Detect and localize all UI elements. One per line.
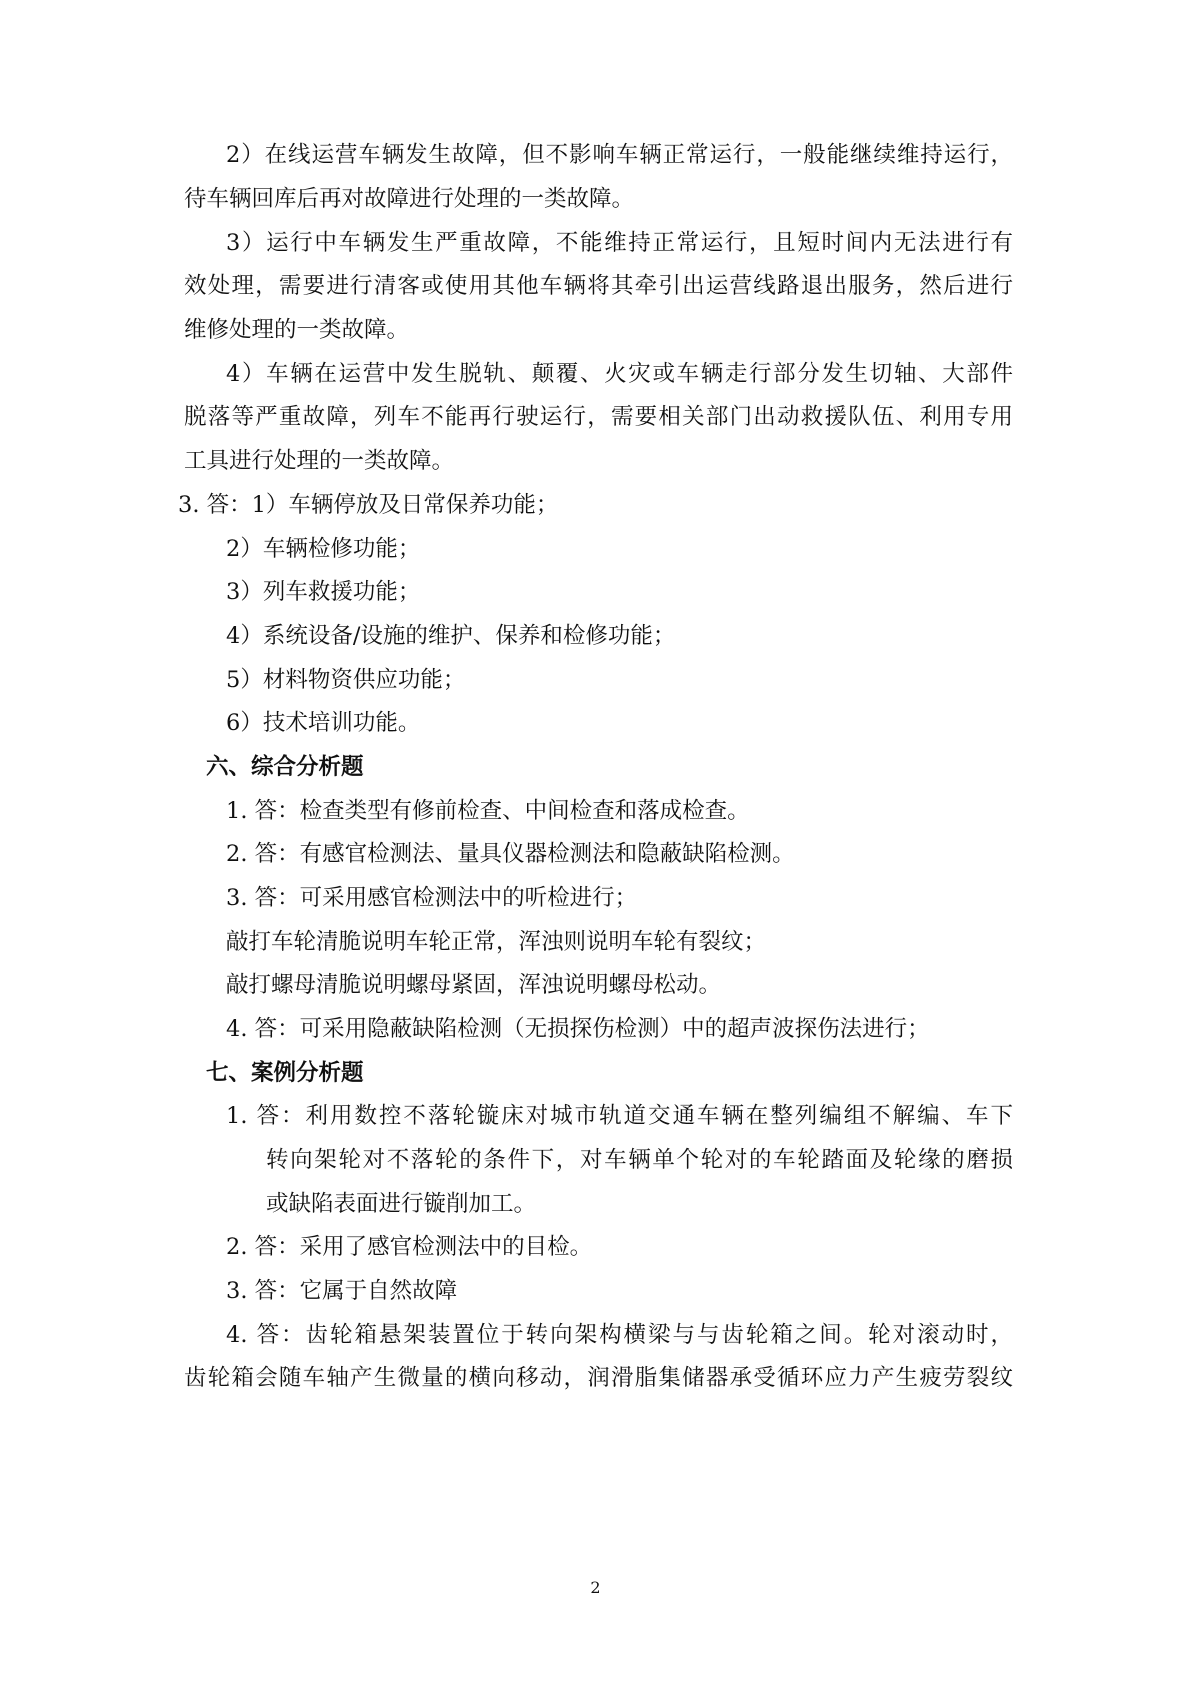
text-line: 脱落等严重故障，列车不能再行驶运行，需要相关部门出动救援队伍、利用专用 — [184, 404, 1013, 430]
text-line: 敲打车轮清脆说明车轮正常，浑浊则说明车轮有裂纹； — [226, 929, 767, 955]
text-line: 转向架轮对不落轮的条件下，对车辆单个轮对的车轮踏面及轮缘的磨损 — [266, 1147, 1013, 1173]
text-line: 敲打螺母清脆说明螺母紧固，浑浊说明螺母松动。 — [226, 972, 722, 998]
text-line: 4）车辆在运营中发生脱轨、颠覆、火灾或车辆走行部分发生切轴、大部件 — [226, 361, 1013, 387]
text-line: 3）列车救援功能； — [226, 579, 421, 605]
text-line: 2）车辆检修功能； — [226, 536, 421, 562]
text-line: 待车辆回库后再对故障进行处理的一类故障。 — [184, 186, 635, 212]
text-line: 6）技术培训功能。 — [226, 710, 421, 736]
text-line: 或缺陷表面进行镟削加工。 — [266, 1191, 537, 1217]
text-line: 3）运行中车辆发生严重故障，不能维持正常运行，且短时间内无法进行有 — [226, 230, 1013, 256]
text-line: 3. 答：可采用感官检测法中的听检进行； — [226, 885, 638, 911]
text-line: 效处理，需要进行清客或使用其他车辆将其牵引出运营线路退出服务，然后进行 — [184, 273, 1013, 299]
text-line: 2. 答：有感官检测法、量具仪器检测法和隐蔽缺陷检测。 — [226, 841, 795, 867]
text-line: 4）系统设备/设施的维护、保养和检修功能； — [226, 623, 676, 649]
text-line: 5）材料物资供应功能； — [226, 667, 466, 693]
section-heading: 六、综合分析题 — [206, 754, 364, 780]
text-line: 3. 答：它属于自然故障 — [226, 1278, 458, 1304]
text-line: 齿轮箱会随车轴产生微量的横向移动，润滑脂集储器承受循环应力产生疲劳裂纹 — [184, 1365, 1013, 1391]
text-line: 1. 答：检查类型有修前检查、中间检查和落成检查。 — [226, 798, 750, 824]
section-heading: 七、案例分析题 — [206, 1060, 364, 1086]
text-line: 4. 答：齿轮箱悬架装置位于转向架构横梁与与齿轮箱之间。轮对滚动时， — [226, 1322, 1013, 1348]
page-number: 2 — [590, 1578, 601, 1597]
text-line: 维修处理的一类故障。 — [184, 317, 410, 343]
text-line: 1. 答：利用数控不落轮镟床对城市轨道交通车辆在整列编组不解编、车下 — [226, 1103, 1013, 1129]
text-line: 工具进行处理的一类故障。 — [184, 448, 455, 474]
text-line: 2）在线运营车辆发生故障，但不影响车辆正常运行，一般能继续维持运行， — [226, 142, 1013, 168]
text-line: 4. 答：可采用隐蔽缺陷检测（无损探伤检测）中的超声波探伤法进行； — [226, 1016, 930, 1042]
text-line: 2. 答：采用了感官检测法中的目检。 — [226, 1234, 593, 1260]
text-line: 3. 答：1）车辆停放及日常保养功能； — [178, 492, 559, 518]
